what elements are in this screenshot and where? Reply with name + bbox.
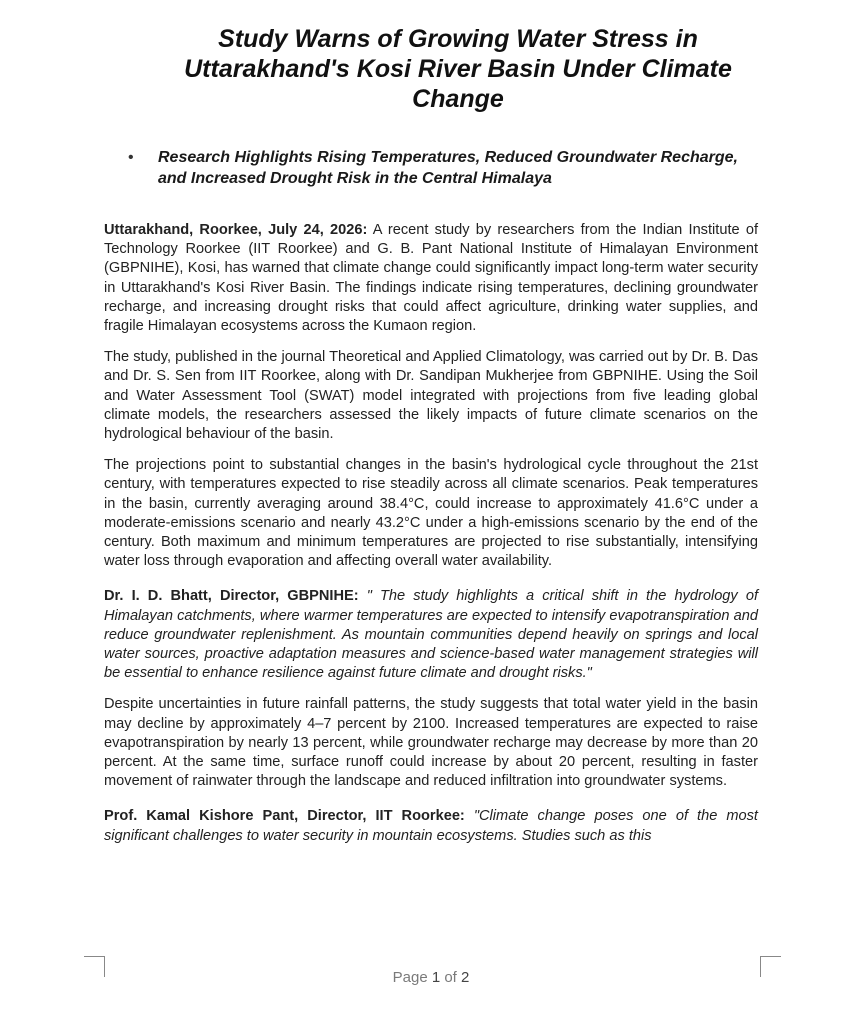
bullet-dot-icon: • xyxy=(128,149,134,166)
dateline-lead: Uttarakhand, Roorkee, July 24, 2026: xyxy=(104,222,368,238)
total-pages-number: 2 xyxy=(461,969,470,986)
document-body xyxy=(104,221,758,862)
paragraph-quote-pant xyxy=(104,807,758,845)
paragraph-projections xyxy=(104,456,758,571)
paragraph-quote-bhatt xyxy=(104,587,758,683)
page-of-label: of xyxy=(440,969,462,986)
paragraph-text: Despite uncertainties in future rainfall patterns, the study suggests that total water yield in the basin may decline by approximately 4–7 percent by 2100. Increased temperatures are expected to raise evapotranspiration by nearly 13 percent, while groundwater recharge may decrease by more than 20 percent. At the same time, surface runoff could increase by about 20 percent, resulting in faster movement of rainwater through the landscape and reduced infiltration into groundwater systems. xyxy=(104,696,758,790)
subtitle-bullet-item xyxy=(128,147,768,189)
document-title: Study Warns of Growing Water Stress in Uttarakhand's Kosi River Basin Under Climate Change xyxy=(184,25,732,113)
page-number-indicator xyxy=(0,969,862,986)
speaker-lead: Dr. I. D. Bhatt, Director, GBPNIHE: xyxy=(104,588,359,605)
quote-text: "Climate change poses one of the most significant challenges to water security in mountain ecosystems. Studies such as this xyxy=(104,808,758,844)
paragraph-text: The study, published in the journal Theoretical and Applied Climatology, was carried out by Dr. B. Das and Dr. S. Sen from IIT Roorkee, along with Dr. Sandipan Mukherjee from GBPNIHE. Using the Soil and Water Assessment Tool (SWAT) model integrated with projections from five leading global climate models, the researchers assessed the likely impacts of future climate scenarios on the hydrological behaviour of the basin. xyxy=(104,349,758,443)
speaker-lead: Prof. Kamal Kishore Pant, Director, IIT Roorkee: xyxy=(104,808,465,825)
paragraph-text: The projections point to substantial changes in the basin's hydrological cycle throughout the 21st century, with temperatures expected to rise steadily across all climate scenarios. Peak temperatures in the basin, currently averaging around 38.4°C, could increase to approximately 41.6°C under a moderate-emissions scenario and nearly 43.2°C under a high-emissions scenario by the end of the century. Both maximum and minimum temperatures are projected to rise substantially, intensifying water loss through evaporation and affecting overall water availability. xyxy=(104,457,758,570)
quote-text: " The study highlights a critical shift in the hydrology of Himalayan catchments, where warmer temperatures are expected to intensify evapotranspiration and reduce groundwater replenishment. As mountain communities depend heavily on springs and local water sources, proactive adaptation measures and science-based water management strategies will be essential to enhance resilience against future climate and drought risks." xyxy=(104,588,759,682)
paragraph-dateline xyxy=(104,221,758,336)
paragraph-text: A recent study by researchers from the Indian Institute of Technology Roorkee (IIT Roorkee) and G. B. Pant National Institute of Himalayan Environment (GBPNIHE), Kosi, has warned that climate change could significantly impact long-term water security in Uttarakhand's Kosi River Basin. The findings indicate rising temperatures, declining groundwater recharge, and increasing drought risks that could affect agriculture, drinking water supplies, and fragile Himalayan ecosystems across the Kumaon region. xyxy=(104,222,759,335)
paragraph-water-yield xyxy=(104,695,758,791)
paragraph-study-details xyxy=(104,348,758,444)
subtitle-bullet-text: Research Highlights Rising Temperatures, Reduced Groundwater Recharge, and Increased Drought Risk in the Central Himalaya xyxy=(158,149,738,187)
current-page-number: 1 xyxy=(431,969,441,986)
page-prefix: Page xyxy=(392,969,432,986)
